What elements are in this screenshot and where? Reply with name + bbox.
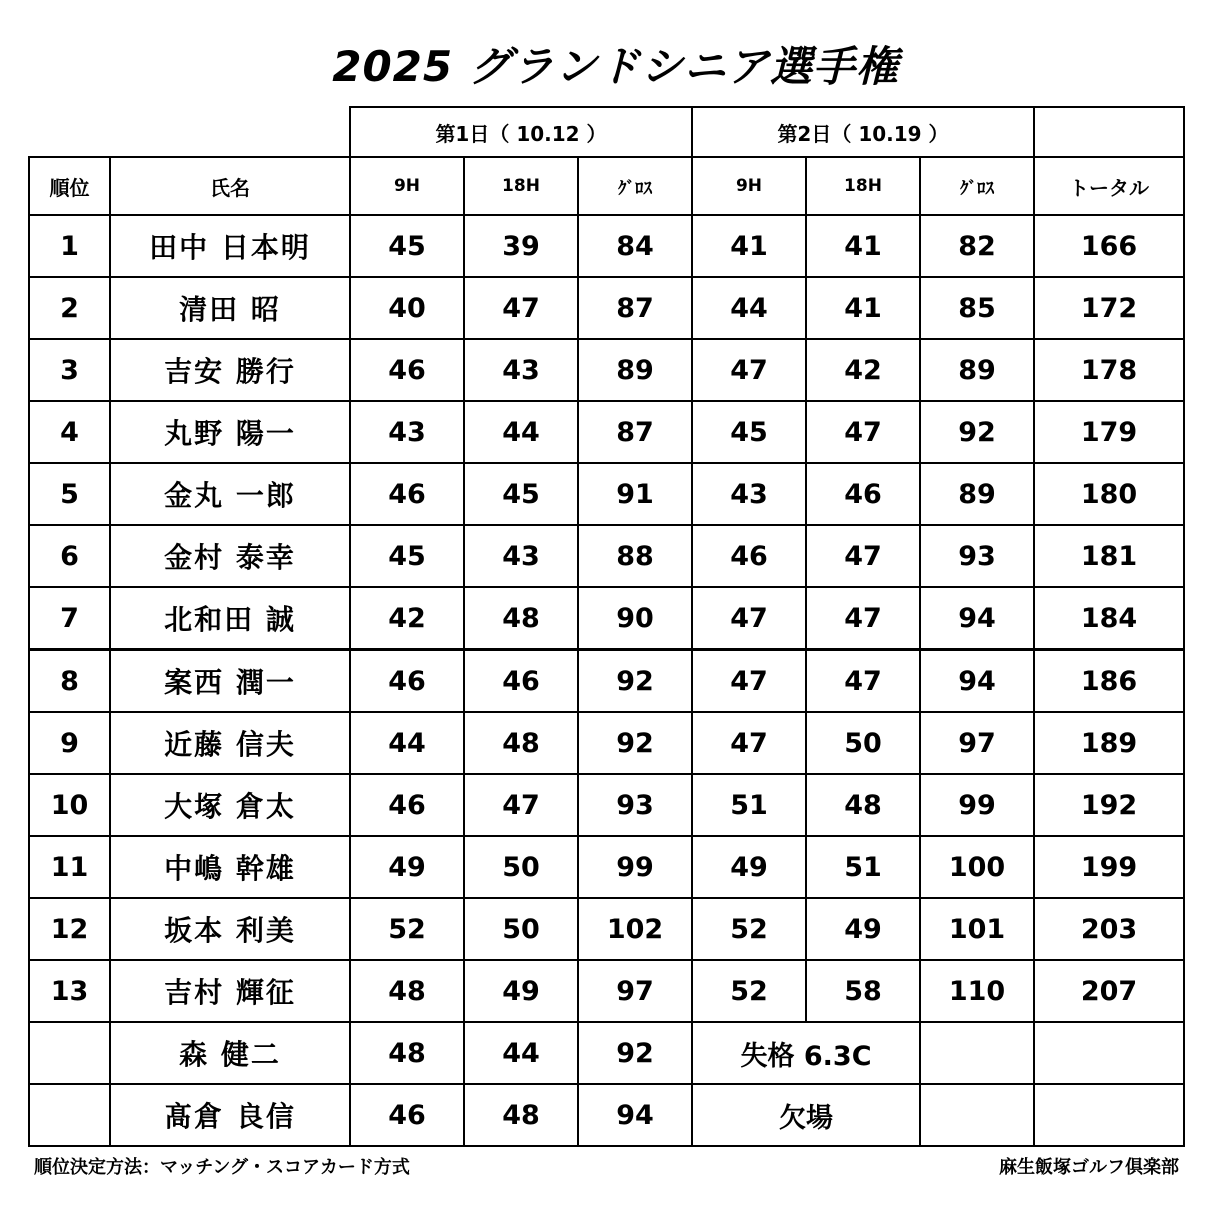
cell-d2-9h: 52 (692, 898, 806, 960)
cell-name: 近藤 信夫 (110, 712, 350, 774)
cell-d1-18h: 48 (464, 1084, 578, 1146)
day1-header: 第1日（ 10.12 ） (350, 107, 692, 157)
cell-rank: 12 (29, 898, 110, 960)
cell-rank: 3 (29, 339, 110, 401)
cell-d1-18h: 50 (464, 836, 578, 898)
cell-d1-18h: 46 (464, 650, 578, 713)
cell-name: 坂本 利美 (110, 898, 350, 960)
cell-d2-9h: 45 (692, 401, 806, 463)
cell-d2-9h: 47 (692, 712, 806, 774)
cell-d2-9h: 47 (692, 650, 806, 713)
col-d2-18h-header: 18H (806, 157, 920, 215)
cell-d1-18h: 47 (464, 774, 578, 836)
cell-rank: 13 (29, 960, 110, 1022)
cell-name: 吉村 輝征 (110, 960, 350, 1022)
col-d1-9h-header: 9H (350, 157, 464, 215)
cell-d2-gross: 89 (920, 463, 1034, 525)
table-row (29, 215, 1184, 277)
table-row (29, 898, 1184, 960)
cell-d1-9h: 44 (350, 712, 464, 774)
col-d1-18h-header: 18H (464, 157, 578, 215)
col-name-header: 氏名 (110, 157, 350, 215)
col-total-header: トータル (1034, 157, 1184, 215)
cell-d2-18h: 46 (806, 463, 920, 525)
cell-d1-18h: 39 (464, 215, 578, 277)
cell-rank (29, 1084, 110, 1146)
cell-total (1034, 1022, 1184, 1084)
cell-total: 166 (1034, 215, 1184, 277)
cell-d2-9h: 52 (692, 960, 806, 1022)
col-d2-9h-header: 9H (692, 157, 806, 215)
column-header-row (29, 157, 1184, 215)
col-d2-gross-header: ｸﾞﾛｽ (920, 157, 1034, 215)
cell-d1-18h: 48 (464, 712, 578, 774)
cell-d2-9h: 46 (692, 525, 806, 587)
cell-d2-18h: 50 (806, 712, 920, 774)
cell-rank (29, 1022, 110, 1084)
cell-d2-gross: 93 (920, 525, 1034, 587)
page-title: 2025 グランドシニア選手権 (332, 42, 899, 91)
cell-d1-18h: 49 (464, 960, 578, 1022)
cell-name: 森 健二 (110, 1022, 350, 1084)
cell-name: 吉安 勝行 (110, 339, 350, 401)
cell-total: 172 (1034, 277, 1184, 339)
col-d1-gross-header: ｸﾞﾛｽ (578, 157, 692, 215)
table-row (29, 650, 1184, 713)
cell-d2-18h: 41 (806, 277, 920, 339)
cell-total: 181 (1034, 525, 1184, 587)
cell-d1-gross: 94 (578, 1084, 692, 1146)
cell-rank: 8 (29, 650, 110, 713)
cell-d1-gross: 97 (578, 960, 692, 1022)
cell-d1-18h: 50 (464, 898, 578, 960)
cell-name: 金丸 一郎 (110, 463, 350, 525)
cell-d1-gross: 89 (578, 339, 692, 401)
cell-name: 金村 泰幸 (110, 525, 350, 587)
table-row (29, 1084, 1184, 1146)
table-row (29, 277, 1184, 339)
cell-total: 184 (1034, 587, 1184, 650)
cell-rank: 6 (29, 525, 110, 587)
cell-d1-18h: 43 (464, 525, 578, 587)
cell-d1-gross: 91 (578, 463, 692, 525)
cell-d2-gross (920, 1022, 1034, 1084)
cell-total: 178 (1034, 339, 1184, 401)
cell-d2-gross: 97 (920, 712, 1034, 774)
col-rank-header: 順位 (29, 157, 110, 215)
day2-header: 第2日（ 10.19 ） (692, 107, 1034, 157)
cell-d1-9h: 45 (350, 525, 464, 587)
cell-name: 北和田 誠 (110, 587, 350, 650)
score-table (28, 106, 1185, 1147)
cell-total: 189 (1034, 712, 1184, 774)
cell-d2-9h: 49 (692, 836, 806, 898)
cell-d2-gross: 85 (920, 277, 1034, 339)
cell-rank: 1 (29, 215, 110, 277)
cell-d1-9h: 42 (350, 587, 464, 650)
cell-d2-9h: 44 (692, 277, 806, 339)
day-header-row (29, 107, 1184, 157)
cell-d2-18h: 51 (806, 836, 920, 898)
cell-d1-gross: 88 (578, 525, 692, 587)
table-row (29, 774, 1184, 836)
cell-d2-gross: 100 (920, 836, 1034, 898)
cell-total: 199 (1034, 836, 1184, 898)
cell-d1-gross: 92 (578, 650, 692, 713)
cell-d1-9h: 46 (350, 463, 464, 525)
cell-d1-gross: 87 (578, 401, 692, 463)
cell-name: 髙倉 良信 (110, 1084, 350, 1146)
cell-name: 田中 日本明 (110, 215, 350, 277)
cell-d1-18h: 44 (464, 1022, 578, 1084)
cell-total: 179 (1034, 401, 1184, 463)
cell-total: 186 (1034, 650, 1184, 713)
cell-d1-9h: 46 (350, 774, 464, 836)
cell-d2-18h: 49 (806, 898, 920, 960)
cell-d2-gross: 101 (920, 898, 1034, 960)
cell-d2-18h: 48 (806, 774, 920, 836)
cell-d1-18h: 45 (464, 463, 578, 525)
cell-d1-gross: 99 (578, 836, 692, 898)
cell-d2-18h: 47 (806, 525, 920, 587)
cell-d2-18h: 58 (806, 960, 920, 1022)
cell-d2-18h: 47 (806, 650, 920, 713)
table-row (29, 401, 1184, 463)
cell-d2-gross: 99 (920, 774, 1034, 836)
cell-d1-gross: 92 (578, 1022, 692, 1084)
cell-name: 中嶋 幹雄 (110, 836, 350, 898)
cell-d2-gross: 92 (920, 401, 1034, 463)
cell-total: 207 (1034, 960, 1184, 1022)
cell-d2-gross: 94 (920, 650, 1034, 713)
cell-d1-gross: 84 (578, 215, 692, 277)
cell-rank: 4 (29, 401, 110, 463)
cell-d2-gross: 94 (920, 587, 1034, 650)
cell-d1-9h: 45 (350, 215, 464, 277)
cell-rank: 10 (29, 774, 110, 836)
cell-d1-gross: 92 (578, 712, 692, 774)
cell-d2-9h: 41 (692, 215, 806, 277)
table-row (29, 525, 1184, 587)
cell-status: 失格 6.3C (692, 1022, 920, 1084)
table-row (29, 1022, 1184, 1084)
cell-status: 欠場 (692, 1084, 920, 1146)
cell-d1-9h: 52 (350, 898, 464, 960)
cell-d2-18h: 42 (806, 339, 920, 401)
cell-d1-gross: 102 (578, 898, 692, 960)
cell-d2-gross: 110 (920, 960, 1034, 1022)
cell-total: 180 (1034, 463, 1184, 525)
cell-d2-9h: 47 (692, 587, 806, 650)
cell-total: 192 (1034, 774, 1184, 836)
cell-d2-gross: 89 (920, 339, 1034, 401)
cell-d2-9h: 51 (692, 774, 806, 836)
cell-d1-gross: 93 (578, 774, 692, 836)
cell-rank: 5 (29, 463, 110, 525)
table-row (29, 836, 1184, 898)
cell-name: 案西 潤一 (110, 650, 350, 713)
cell-d1-9h: 40 (350, 277, 464, 339)
cell-d1-18h: 44 (464, 401, 578, 463)
cell-d2-18h: 47 (806, 587, 920, 650)
table-row (29, 463, 1184, 525)
cell-d1-9h: 43 (350, 401, 464, 463)
cell-d1-9h: 46 (350, 339, 464, 401)
cell-rank: 9 (29, 712, 110, 774)
cell-total: 203 (1034, 898, 1184, 960)
cell-d2-18h: 47 (806, 401, 920, 463)
cell-name: 清田 昭 (110, 277, 350, 339)
cell-d2-9h: 47 (692, 339, 806, 401)
club-name: 麻生飯塚ゴルフ倶楽部 (999, 1157, 1179, 1178)
ranking-method-note: 順位決定方法：マッチング・スコアカード方式 (34, 1157, 410, 1178)
cell-d2-gross: 82 (920, 215, 1034, 277)
cell-d1-gross: 90 (578, 587, 692, 650)
cell-rank: 11 (29, 836, 110, 898)
cell-d1-9h: 46 (350, 650, 464, 713)
cell-d1-9h: 48 (350, 960, 464, 1022)
cell-rank: 7 (29, 587, 110, 650)
cell-d2-18h: 41 (806, 215, 920, 277)
table-row (29, 339, 1184, 401)
cell-rank: 2 (29, 277, 110, 339)
cell-d2-9h: 43 (692, 463, 806, 525)
table-row (29, 960, 1184, 1022)
cell-total (1034, 1084, 1184, 1146)
cell-d1-18h: 48 (464, 587, 578, 650)
cell-d1-9h: 49 (350, 836, 464, 898)
cell-d1-gross: 87 (578, 277, 692, 339)
table-row (29, 587, 1184, 650)
cell-d1-9h: 46 (350, 1084, 464, 1146)
cell-d1-18h: 47 (464, 277, 578, 339)
cell-d2-gross (920, 1084, 1034, 1146)
cell-d1-9h: 48 (350, 1022, 464, 1084)
cell-d1-18h: 43 (464, 339, 578, 401)
table-row (29, 712, 1184, 774)
cell-name: 丸野 陽一 (110, 401, 350, 463)
cell-name: 大塚 倉太 (110, 774, 350, 836)
